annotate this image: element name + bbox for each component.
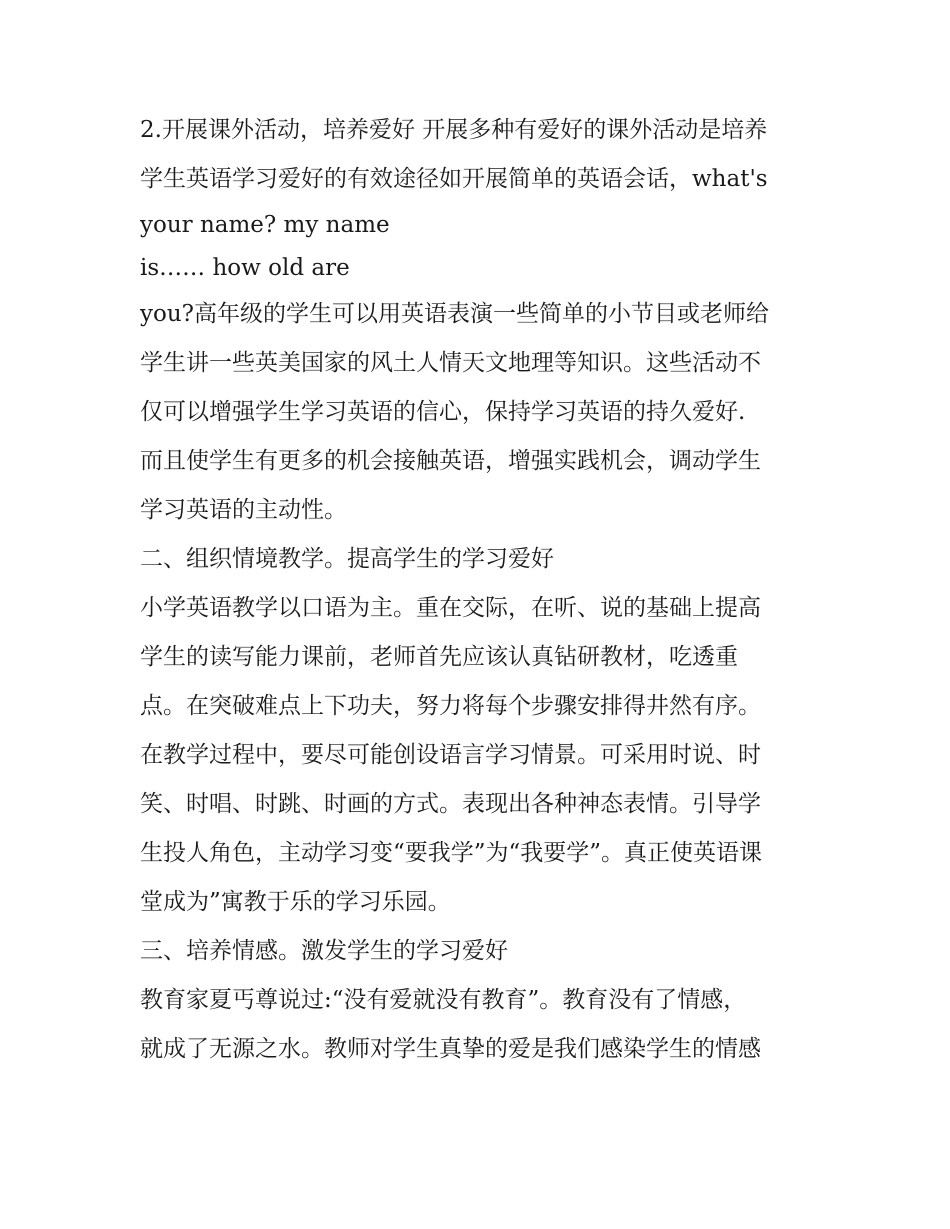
section-heading: 三、培养情感。激发学生的学习爱好 [140, 938, 508, 964]
paragraph-line: 学生讲一些英美国家的风土人情天文地理等知识。这些活动不 [140, 350, 761, 376]
paragraph-line: 学生英语学习爱好的有效途径如开展简单的英语会话，what's [140, 166, 768, 192]
paragraph-line: your name? my name [140, 212, 390, 238]
body-text [140, 106, 820, 1074]
paragraph-line: 教育家夏丐尊说过:“没有爱就没有教育”。教育没有了情感， [140, 987, 747, 1013]
paragraph-line: 2.开展课外活动，培养爱好 开展多种有爱好的课外活动是培养 [140, 117, 768, 143]
paragraph-line: 点。在突破难点上下功夫，努力将每个步骤安排得井然有序。 [140, 693, 761, 719]
paragraph-line: is…… how old are [140, 255, 350, 281]
paragraph-line: 小学英语教学以口语为主。重在交际，在听、说的基础上提高 [140, 595, 761, 621]
paragraph-line: 学生的读写能力课前，老师首先应该认真钻研教材，吃透重 [140, 644, 738, 670]
paragraph-line: you?高年级的学生可以用英语表演一些简单的小节目或老师给 [140, 301, 769, 327]
paragraph-line: 笑、时唱、时跳、时画的方式。表现出各种神态表情。引导学 [140, 791, 761, 817]
paragraph-line: 就成了无源之水。教师对学生真挚的爱是我们感染学生的情感 [140, 1036, 761, 1062]
paragraph-line: 而且使学生有更多的机会接触英语，增强实践机会，调动学生 [140, 448, 761, 474]
paragraph-line: 仅可以增强学生学习英语的信心，保持学习英语的持久爱好. [140, 399, 746, 425]
paragraph-line: 生投人角色，主动学习变“要我学”为“我要学”。真正使英语课 [140, 840, 763, 866]
paragraph-line: 学习英语的主动性。 [140, 497, 347, 523]
paragraph-line: 堂成为”寓教于乐的学习乐园。 [140, 889, 451, 915]
paragraph-line: 在教学过程中，要尽可能创设语言学习情景。可采用时说、时 [140, 742, 761, 768]
section-heading: 二、组织情境教学。提高学生的学习爱好 [140, 546, 554, 572]
